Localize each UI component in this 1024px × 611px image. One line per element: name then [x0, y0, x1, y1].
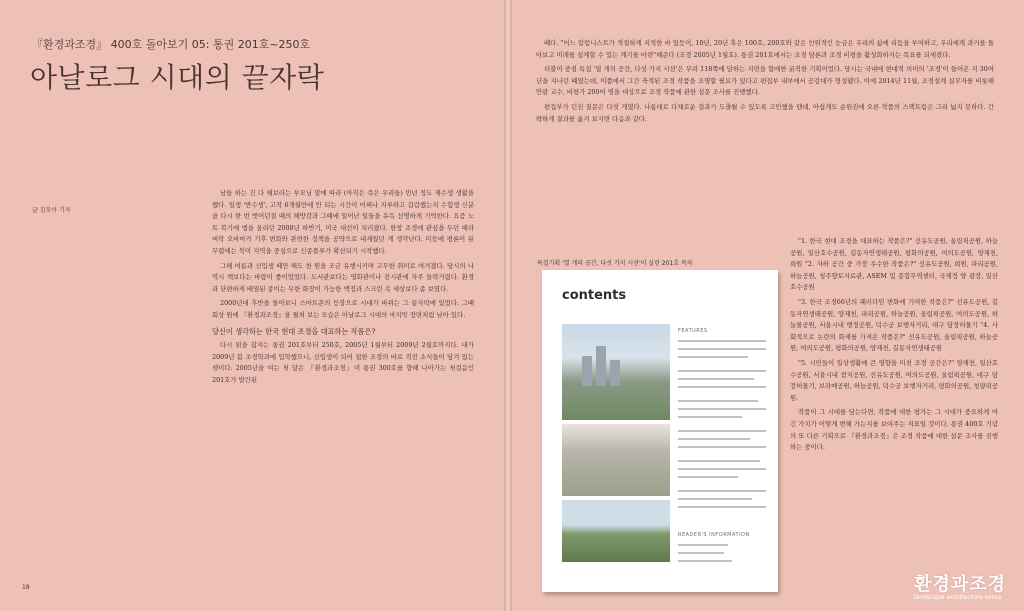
- left-page: [0, 0, 504, 611]
- park-photo: [562, 500, 670, 562]
- gutter: [504, 0, 512, 611]
- toc-line: [678, 544, 728, 546]
- left-article-column: [212, 188, 474, 390]
- toc-line: [678, 468, 766, 470]
- toc-line: [678, 438, 750, 440]
- building-shape: [610, 360, 620, 386]
- city-photo: [562, 324, 670, 420]
- toc-line: [678, 416, 742, 418]
- list-item: "1. 한국 현대 조경을 대표하는 작품은?" 선유도공원, 올림픽공원, 하늘공원, 일산호수공원, 길동자연생태공원, 평화의공원, 여의도공원, 양재천, 희원 "2. 자하 공간 중 가장 우수한 작품은?" 선유도공원, 희원, 파리공원, 하늘공원, 청주향토자료관, ASEM 및 종합무역센터, 국제정 양 광장, 일산호수공원: [790, 237, 998, 292]
- page-title: 아날로그 시대의 끝자락: [30, 61, 325, 94]
- paragraph: 남들 하는 건 다 해보라는 부모님 말에 따라 (아직은 즉은 우리들) 빈넌 정도 재수생 생활을 했다. 일생 '반수생', 고작 6개월만에 안 되는 시간이 어쩌나 지루하고 갑갑했는지 수험생 신분을 다시 한 번 벗어던질 때의 해방감과 그때에 일어난 일들을 유독 선명하게 기억한다. 요즘 노트 복기에 엠을 올리던 2008년 하반기, 미국 대선이 치러졌다. 한창 조경에 관심을 두던 때라 버락 오바마가 기후 변화와 관련한 정책을 공약으로 내세웠던 게 생각난다. 미등에 평론이 된 무렵에는 북미 지역을 중심으로 신종플루가 확산되기 시작했다.: [212, 189, 474, 255]
- garden-photo: [562, 424, 670, 496]
- watermark-english: landscape architecture korea: [914, 594, 1002, 601]
- toc-line: [678, 400, 758, 402]
- paragraph: 편집부가 던진 질문은 다섯 개였다. 나름대로 다채로운 결과가 도출될 수 있도록 고민했을 텐데, 아쉽게도 순위권에 오른 작품의 스펙트럼은 그리 넓지 못하다. 간략하게 결과를 옮겨 보자면 다음과 같다.: [536, 102, 994, 123]
- toc-line: [678, 476, 738, 478]
- right-article-top: [536, 38, 994, 128]
- list-item: "3. 한국 조경66년의 패러다임 변화에 기여한 작품은?" 선유도공원, 길동자연생태공원, 양재천, 파리공원, 하늘공원, 올림픽공원, 여의도공원, 하늘물공원, 서울시내 행정공원, 덕수궁 보행자거리, 대구 담장허물기 "4. 사회적으로 논란의 화제를 가져온 작품은?" 선유도공원, 올림픽공원, 하늘공원, 여의도공원, 평화의공원, 양재천, 길동자연생태공원: [790, 297, 998, 353]
- toc-line: [678, 506, 766, 508]
- toc-line: [678, 498, 752, 500]
- byline: 글 김모아 기자: [32, 207, 71, 214]
- toc-line: [678, 430, 766, 432]
- toc-line: [678, 370, 766, 372]
- toc-line: [678, 340, 766, 342]
- magazine-contents-image: [542, 270, 778, 592]
- features-heading: FEATURES: [678, 328, 708, 334]
- list-item: "5. 시민들이 일상생활에 큰 영향을 미친 조경 공간은?" 양재천, 일산호수공원, 서울시내 쌈지공원, 선유도공원, 여의도공원, 올림픽공원, 대구 담장허물기, 보라매공원, 하늘공원, 덕수궁 보행자거리, 평화의공원, 청량리공원.: [790, 358, 998, 402]
- paragraph: 작품이 그 시대를 담는다면, 작품에 대한 평가는 그 시대가 중요하게 여긴 가치가 어떻게 변해 가는지를 보여주는 지표일 것이다. 통권 400호 기념의 또 다른 기획으로 『환경과조경』은 조경 작품에 대한 설문 조사를 진행하는 중이다.: [790, 408, 998, 452]
- toc-line: [678, 386, 766, 388]
- paragraph: 다시 읽을 잡지는 통권 201호부터 250호, 2005년 1월부터 2009년 2월호까지다. 내가 2009년 봄 조경학과에 입학했으니, 신입생이 되어 접한 조경의 바로 직전 소식들이 담겨 있는 셈이다. 2005년을 여는 첫 달은 『환경과조경』이 통권 300호를 향해 나아가는 첫걸음인 201호가 발간된: [212, 341, 474, 384]
- section-question: 당신이 생각하는 한국 현대 조경을 대표하는 작품은?: [212, 326, 376, 336]
- brand-watermark: [914, 570, 1006, 601]
- paragraph: 더불어 중점 특집 '열 개의 공간, 다섯 가지 시선'은 무려 118쪽에 달하는 지면을 할애한 굵직한 기획이었다. 당시는 국내에 현대적 의미의 '조경'이 들어온 지 30여 년을 지나던 때였는데, 이쯤에서 그간 축적된 조경 작품을 조명할 필요가 있다고 편집부 내부에서 공감대가 형성됐다. 이에 2014년 11월, 조경설계 실무자를 비롯해 안팎 교수, 비평가 200여 명을 대상으로 조경 작품에 관한 설문 조사를 진행했다.: [536, 65, 994, 97]
- toc-line: [678, 356, 748, 358]
- reader-info-heading: READER'S INFORMATION: [678, 532, 750, 538]
- page-number: 18: [22, 584, 30, 591]
- paragraph: 때다. "어느 칼럼니스트가 적절하게 지적한 바 있듯이, 10년, 20년 혹은 100호, 200호와 같은 인위적인 눈금은 우리의 삶에 리듬을 부여하고, 우리에게 과거를 돌아보고 미래를 설계할 수 있는 계기를 마련"해준다 (조경 2005년 1월호). 통권 201호에서는 조경 담론과 조경 비평을 활성화하자는 목표를 되새겼다.: [536, 39, 994, 59]
- toc-line: [678, 446, 766, 448]
- toc-line: [678, 560, 732, 562]
- right-article-column: [790, 236, 998, 457]
- toc-line: [678, 408, 766, 410]
- contents-logo: contents: [562, 288, 627, 303]
- toc-line: [678, 490, 766, 492]
- paragraph: 그해 여름과 신입생 때만 해도 천 원을 조금 유행시키며 고무한 취미로 여겨졌다. 당시의 나 역시 책보다는 바람이 좋이었었다. 도서관보다는 영화관이나 전시관에 자주 들락거렸다. 환경과 단편하게 배열된 종이는 무한 화장이 가능한 액정과 스크린 속 세상보다 좀 보였다.: [212, 261, 474, 293]
- toc-line: [678, 348, 766, 350]
- series-heading: 『환경과조경』 400호 돌아보기 05: 통권 201호~250호: [32, 38, 311, 51]
- paragraph: 2000년대 후반을 돌아보니 스마트폰의 등장으로 시대가 바뀌는 그 끝자락에 있었다. 그때 회상 원에 『환경과조경』을 펼쳐 보는 모습은 아날로그 시대의 마지막 장면처럼 남아 있다.: [212, 299, 474, 319]
- toc-line: [678, 552, 724, 554]
- figure-caption: 특집기획 '열 개의 공간, 다섯 가지 시선'이 실린 201호 목차: [537, 260, 693, 267]
- toc-line: [678, 378, 754, 380]
- toc-line: [678, 460, 760, 462]
- watermark-korean: 환경과조경: [914, 574, 1006, 595]
- building-shape: [582, 356, 592, 386]
- right-page: [512, 0, 1024, 611]
- building-shape: [596, 346, 606, 386]
